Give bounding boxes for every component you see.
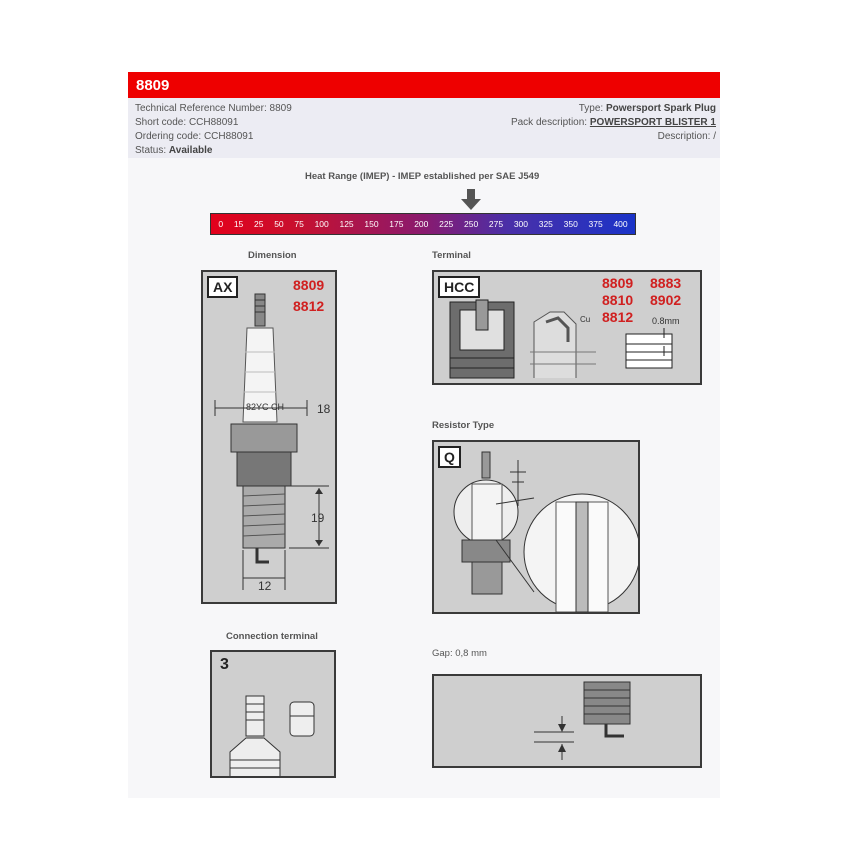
type-value: Powersport Spark Plug xyxy=(605,103,716,114)
heat-range-tick: 375 xyxy=(588,219,603,229)
resistor-type-label: Resistor Type xyxy=(432,420,495,431)
connection-terminal-drawing xyxy=(212,652,334,776)
heat-range-tick: 150 xyxy=(364,219,379,229)
heat-range-tick: 350 xyxy=(563,219,578,229)
terminal-code-2: 8810 xyxy=(602,292,634,308)
gap-measure-drawing xyxy=(434,676,700,766)
plug-marking: 82YC CH xyxy=(246,402,285,412)
heat-range-tick: 200 xyxy=(414,219,429,229)
gap-panel xyxy=(432,674,702,768)
heat-range-tick: 125 xyxy=(339,219,354,229)
pack-row: Pack description: POWERSPORT BLISTER 1 xyxy=(510,117,716,128)
info-right xyxy=(511,102,716,144)
dimension-code-1: 8809 xyxy=(293,277,325,293)
heat-range-tick: 100 xyxy=(314,219,329,229)
terminal-label: Terminal xyxy=(432,250,471,261)
heat-range-tick: 250 xyxy=(464,219,479,229)
heat-range-pointer-icon xyxy=(461,189,481,211)
heat-range-scale xyxy=(210,213,636,235)
heat-range-tick: 0 xyxy=(218,219,224,229)
cu-label: Cu xyxy=(580,315,591,324)
status-row: Status: Available xyxy=(135,145,213,156)
thread-diameter-value: 12 xyxy=(258,579,272,593)
heat-range-tick: 275 xyxy=(488,219,504,229)
ordering-code-row: Ordering code: CCH88091 xyxy=(135,131,254,142)
resistor-plug-drawing xyxy=(434,442,638,612)
connection-terminal-label: Connection terminal xyxy=(226,631,318,642)
resistor-badge: Q xyxy=(438,446,461,468)
description-row: Description: / xyxy=(657,131,716,142)
thread-length-value: 19 xyxy=(311,511,325,525)
connection-terminal-panel xyxy=(210,650,336,778)
heat-range-tick: 25 xyxy=(254,219,264,229)
heat-range-tick: 175 xyxy=(389,219,404,229)
info-panel xyxy=(128,98,720,158)
technical-reference-row: Technical Reference Number: 8809 xyxy=(135,103,292,114)
ordering-code-value: CCH88091 xyxy=(203,131,254,142)
pack-description-link[interactable]: POWERSPORT BLISTER 1 xyxy=(589,117,716,128)
terminal-code-3: 8812 xyxy=(602,309,634,325)
terminal-code-1: 8809 xyxy=(602,275,634,291)
heat-range-tick: 225 xyxy=(439,219,454,229)
dimension-badge: AX xyxy=(207,276,238,298)
hex-size-value: 18 xyxy=(317,402,331,416)
short-code-value: CCH88091 xyxy=(188,117,239,128)
connection-badge: 3 xyxy=(220,656,229,673)
heat-range-tick: 50 xyxy=(274,219,284,229)
type-row: Type: Powersport Spark Plug xyxy=(578,103,716,114)
dimension-label: Dimension xyxy=(248,250,297,261)
info-left xyxy=(135,102,292,158)
terminal-badge: HCC xyxy=(438,276,480,298)
terminal-panel xyxy=(432,270,702,385)
terminal-code-4: 8883 xyxy=(650,275,682,291)
product-title: 8809 xyxy=(128,72,720,98)
description-value: / xyxy=(713,131,716,142)
heat-range-tick: 325 xyxy=(538,219,553,229)
gap-value-label: 0.8mm xyxy=(652,316,680,326)
technical-reference-value: 8809 xyxy=(269,103,292,114)
status-value: Available xyxy=(168,145,213,156)
gap-label: Gap: 0,8 mm xyxy=(432,648,487,659)
heat-range-tick: 75 xyxy=(294,219,304,229)
terminal-code-5: 8902 xyxy=(650,292,682,308)
short-code-row: Short code: CCH88091 xyxy=(135,117,239,128)
heat-range-tick: 300 xyxy=(513,219,528,229)
dimension-code-2: 8812 xyxy=(293,298,325,314)
heat-range-tick: 15 xyxy=(233,219,244,229)
terminal-electrode-drawing xyxy=(434,272,700,383)
resistor-panel xyxy=(432,440,640,614)
heat-range-title: Heat Range (IMEP) - IMEP established per SAE J549 xyxy=(305,171,540,182)
spark-plug-dimension-drawing xyxy=(203,272,335,602)
heat-range-tick: 400 xyxy=(613,219,628,229)
dimension-panel xyxy=(201,270,337,604)
